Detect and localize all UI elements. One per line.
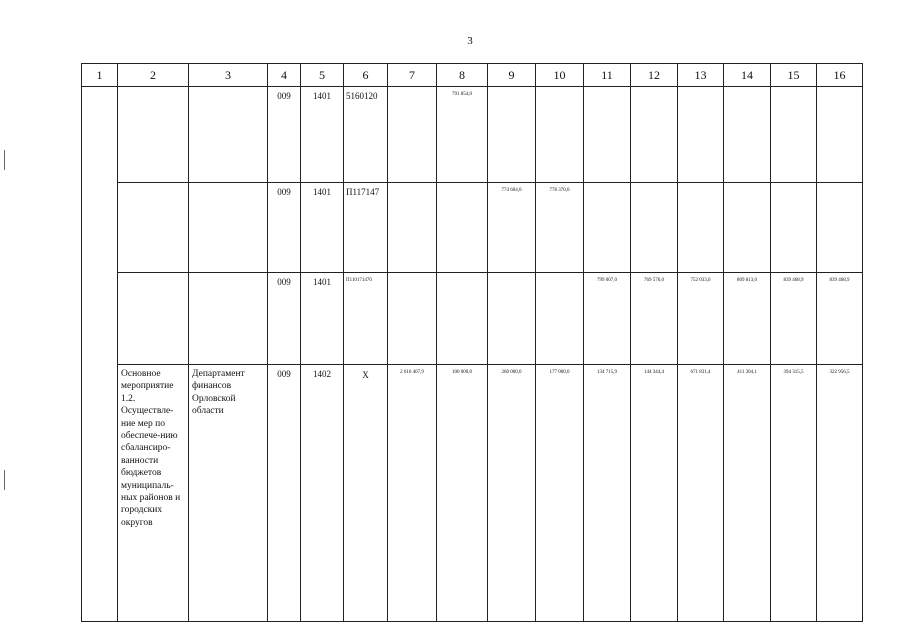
table-cell: Х xyxy=(344,365,388,622)
table-cell: 322 956,5 xyxy=(817,365,863,622)
table-cell xyxy=(678,183,724,273)
table-cell: 5160120 xyxy=(344,87,388,183)
table-cell xyxy=(388,273,437,365)
header-row xyxy=(82,64,863,87)
table-cell xyxy=(189,87,268,183)
table-cell xyxy=(584,183,631,273)
table-row xyxy=(82,87,863,183)
page-number: 3 xyxy=(467,35,473,47)
table-cell: 177 000,0 xyxy=(536,365,584,622)
responsible-department: Департамент финансов Орловской области xyxy=(189,365,268,622)
table-cell xyxy=(488,273,536,365)
table-row xyxy=(82,273,863,365)
table-cell xyxy=(536,273,584,365)
table-cell: 799 007,0 xyxy=(584,273,631,365)
table-cell: 100 000,0 xyxy=(437,365,488,622)
table-cell xyxy=(724,87,771,183)
header-cell: 8 xyxy=(437,64,488,87)
header-cell: 10 xyxy=(536,64,584,87)
table-cell: 752 033,0 xyxy=(678,273,724,365)
table-cell xyxy=(118,273,189,365)
header-cell: 6 xyxy=(344,64,388,87)
header-cell: 13 xyxy=(678,64,724,87)
header-cell: 3 xyxy=(189,64,268,87)
margin-mark xyxy=(4,150,5,170)
table-cell: 671 831,4 xyxy=(678,365,724,622)
table-cell: 009 xyxy=(268,87,301,183)
table-cell: 791 854,0 xyxy=(437,87,488,183)
table-cell xyxy=(817,183,863,273)
table-cell: 1401 xyxy=(301,183,344,273)
table-row xyxy=(82,183,863,273)
margin-mark xyxy=(4,470,5,490)
table-cell xyxy=(631,87,678,183)
table-cell xyxy=(771,183,817,273)
table-cell xyxy=(631,183,678,273)
table-cell: 1402 xyxy=(301,365,344,622)
table-cell xyxy=(437,183,488,273)
header-cell: 1 xyxy=(82,64,118,87)
table-cell xyxy=(437,273,488,365)
header-cell: 16 xyxy=(817,64,863,87)
table-cell: 839 468,9 xyxy=(817,273,863,365)
table-cell xyxy=(771,87,817,183)
table-cell xyxy=(388,183,437,273)
table-cell xyxy=(488,87,536,183)
header-cell: 14 xyxy=(724,64,771,87)
table-cell xyxy=(724,183,771,273)
budget-table xyxy=(81,63,863,622)
table-cell xyxy=(584,87,631,183)
header-cell: 5 xyxy=(301,64,344,87)
table-cell: 009 xyxy=(268,273,301,365)
table-cell: 394 315,5 xyxy=(771,365,817,622)
table-cell: 778 370,0 xyxy=(536,183,584,273)
table-cell: 134 715,9 xyxy=(584,365,631,622)
header-cell: 2 xyxy=(118,64,189,87)
table-cell xyxy=(388,87,437,183)
table-cell: П110171470 xyxy=(344,273,388,365)
table-cell xyxy=(118,87,189,183)
header-cell: 7 xyxy=(388,64,437,87)
table-cell xyxy=(189,183,268,273)
table-cell: 809 813,0 xyxy=(724,273,771,365)
table-cell: 411 304,1 xyxy=(724,365,771,622)
header-cell: 9 xyxy=(488,64,536,87)
table-cell xyxy=(678,87,724,183)
table-cell: 774 604,0 xyxy=(488,183,536,273)
measure-description: Основное мероприятие 1.2. Осуществле-ние мер по обеспече-нию сбалансиро-ванности бюджетов муниципаль-ных районов и городских округов xyxy=(118,365,189,622)
table-cell: 1401 xyxy=(301,87,344,183)
table-cell xyxy=(817,87,863,183)
header-cell: 4 xyxy=(268,64,301,87)
table-cell: 769 576,0 xyxy=(631,273,678,365)
table-cell: 2 616 467,9 xyxy=(388,365,437,622)
table-cell: П117147 xyxy=(344,183,388,273)
table-cell xyxy=(82,87,118,622)
table-cell xyxy=(118,183,189,273)
table-cell: 009 xyxy=(268,183,301,273)
header-cell: 11 xyxy=(584,64,631,87)
table-cell: 144 344,4 xyxy=(631,365,678,622)
table-cell: 260 000,0 xyxy=(488,365,536,622)
table-cell xyxy=(536,87,584,183)
table-cell: 009 xyxy=(268,365,301,622)
table-cell xyxy=(189,273,268,365)
header-cell: 12 xyxy=(631,64,678,87)
table-cell: 839 468,9 xyxy=(771,273,817,365)
table-row xyxy=(82,365,863,622)
header-cell: 15 xyxy=(771,64,817,87)
table-cell: 1401 xyxy=(301,273,344,365)
